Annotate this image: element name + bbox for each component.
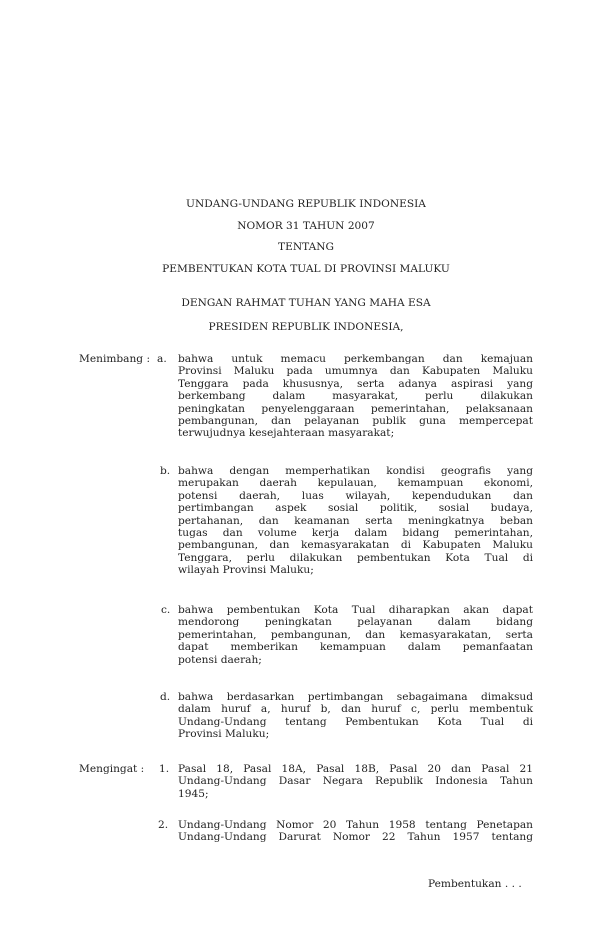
text-line: potensi daerah; [178,653,262,666]
text-line: terwujudnya kesejahteraan masyarakat; [178,427,395,440]
text-line: bahwa berdasarkan pertimbangan sebagaimana dimaksud [178,691,533,703]
text-line: dalam huruf a, huruf b, dan huruf c, perlu membentuk [178,703,533,716]
text-line: bahwa pembentukan Kota Tual diharapkan akan dapat [178,604,533,616]
text-line: bahwa untuk memacu perkembangan dan kemajuan [178,353,533,365]
text-line: pemerintahan, pembangunan, dan kemasyarakatan, serta [178,628,533,641]
text-line: wilayah Provinsi Maluku; [178,564,314,577]
about-label: TENTANG [278,241,334,253]
item-marker-c: c. [161,604,171,616]
law-title: UNDANG-UNDANG REPUBLIK INDONESIA [186,198,426,210]
text-line: Undang-Undang Dasar Negara Republik Indonesia Tahun [178,775,533,788]
menimbang-label: Menimbang : [79,353,151,365]
text-line: Tenggara, perlu dilakukan pembentukan Kota Tual di [178,551,533,564]
text-line: pertimbangan aspek sosial politik, sosial budaya, [178,502,533,515]
law-number: NOMOR 31 TAHUN 2007 [237,220,375,232]
item-marker-d: d. [160,691,171,703]
text-line: Undang-Undang Nomor 20 Tahun 1958 tentang Penetapan [178,819,533,831]
text-line: pertahanan, dan keamanan serta meningkatnya beban [178,514,533,527]
item-marker-a: a. [157,353,167,365]
text-line: dapat memberikan kemampuan dalam pemanfaatan [178,641,533,654]
menimbang-item-c [178,604,533,666]
item-marker-b: b. [160,465,171,477]
text-line: pembangunan, dan pelayanan publik guna mempercepat [178,414,533,427]
mengingat-item-2 [178,819,533,844]
text-line: berkembang dalam masyarakat, perlu dilakukan [178,390,533,403]
item-marker-1: 1. [159,763,170,775]
mengingat-item-1 [178,763,533,800]
text-line: Undang-Undang tentang Pembentukan Kota Tual di [178,715,533,728]
text-line: Pasal 18, Pasal 18A, Pasal 18B, Pasal 20 dan Pasal 21 [178,763,533,775]
text-line: tugas dan volume kerja dalam bidang pemerintahan, [178,526,533,539]
invocation: DENGAN RAHMAT TUHAN YANG MAHA ESA [181,297,431,309]
mengingat-label: Mengingat : [79,763,145,775]
text-line: merupakan daerah kepulauan, kemampuan ekonomi, [178,477,533,490]
text-line: mendorong peningkatan pelayanan dalam bidang [178,616,533,629]
president-heading: PRESIDEN REPUBLIK INDONESIA, [208,321,404,333]
text-line: Tenggara pada khususnya, serta adanya aspirasi yang [178,377,533,390]
page-continuation: Pembentukan . . . [428,878,522,890]
law-subject: PEMBENTUKAN KOTA TUAL DI PROVINSI MALUKU [162,263,450,275]
menimbang-item-a [178,353,533,440]
text-line: 1945; [178,787,209,800]
text-line: Undang-Undang Darurat Nomor 22 Tahun 1957 tentang [178,831,533,844]
text-line: Provinsi Maluku pada umumnya dan Kabupaten Maluku [178,365,533,378]
text-line: pembangunan, dan kemasyarakatan di Kabupaten Maluku [178,539,533,552]
menimbang-item-d [178,691,533,741]
menimbang-item-b [178,465,533,577]
item-marker-2: 2. [158,819,169,831]
text-line: potensi daerah, luas wilayah, kependudukan dan [178,489,533,502]
text-line: bahwa dengan memperhatikan kondisi geografis yang [178,465,533,477]
text-line: peningkatan penyelenggaraan pemerintahan, pelaksanaan [178,402,533,415]
text-line: Provinsi Maluku; [178,728,270,741]
